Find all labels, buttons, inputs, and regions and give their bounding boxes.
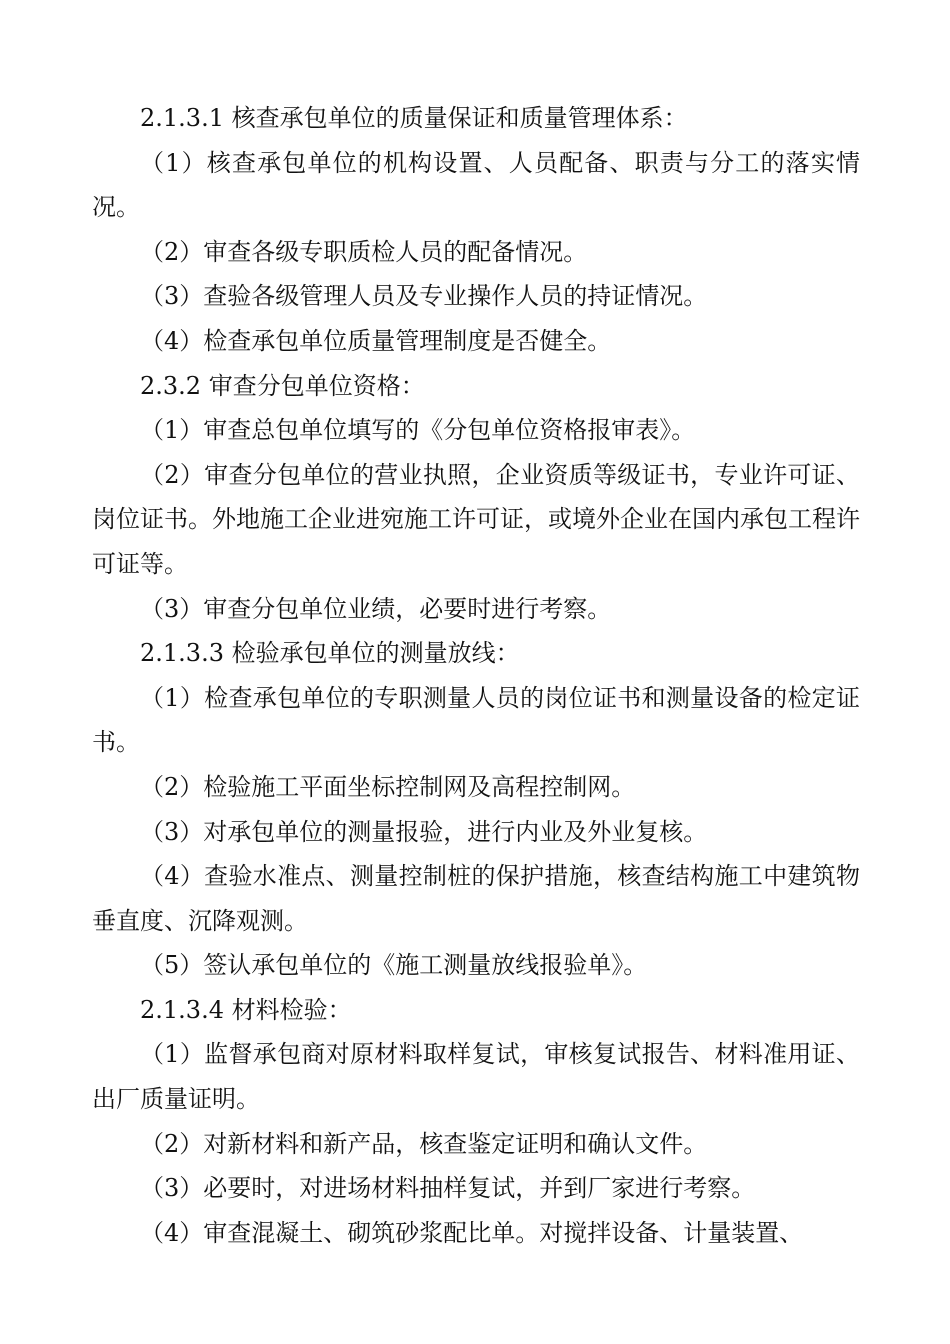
paragraph-item: （1）检查承包单位的专职测量人员的岗位证书和测量设备的检定证书。 — [92, 683, 860, 757]
heading-2-1-3-1: 2.1.3.1 核查承包单位的质量保证和质量管理体系： — [140, 104, 688, 132]
paragraph-item: （3）查验各级管理人员及专业操作人员的持证情况。 — [140, 282, 708, 311]
paragraph-item: （2）检验施工平面坐标控制网及高程控制网。 — [140, 772, 636, 801]
heading-2-3-2: 2.3.2 审查分包单位资格： — [140, 371, 425, 400]
paragraph-item: （4）审查混凝土、砌筑砂浆配比单。对搅拌设备、计量装置、 — [140, 1218, 804, 1247]
heading-2-1-3-4: 2.1.3.4 材料检验： — [140, 995, 352, 1024]
paragraph-item: （4）检查承包单位质量管理制度是否健全。 — [140, 326, 612, 355]
paragraph-item: （1）审查总包单位填写的《分包单位资格报审表》。 — [140, 416, 696, 445]
paragraph-item: （2）审查分包单位的营业执照，企业资质等级证书，专业许可证、岗位证书。外地施工企业进宛施工许可证，或境外企业在国内承包工程许可证等。 — [92, 460, 860, 578]
paragraph-item: （2）对新材料和新产品，核查鉴定证明和确认文件。 — [140, 1129, 708, 1158]
heading-2-1-3-3: 2.1.3.3 检验承包单位的测量放线： — [140, 639, 520, 668]
paragraph-item: （5）签认承包单位的《施工测量放线报验单》。 — [140, 951, 648, 980]
paragraph-item: （1）核查承包单位的机构设置、人员配备、职责与分工的落实情况。 — [92, 148, 860, 222]
paragraph-item: （3）对承包单位的测量报验，进行内业及外业复核。 — [140, 817, 708, 846]
paragraph-item: （3）必要时，对进场材料抽样复试，并到厂家进行考察。 — [140, 1174, 756, 1203]
paragraph-item: （2）审查各级专职质检人员的配备情况。 — [140, 237, 588, 266]
paragraph-item: （3）审查分包单位业绩，必要时进行考察。 — [140, 594, 612, 623]
document-body — [92, 96, 860, 1255]
paragraph-item: （4）查验水准点、测量控制桩的保护措施，核查结构施工中建筑物垂直度、沉降观测。 — [92, 862, 860, 935]
paragraph-item: （1）监督承包商对原材料取样复试，审核复试报告、材料准用证、出厂质量证明。 — [92, 1040, 860, 1114]
